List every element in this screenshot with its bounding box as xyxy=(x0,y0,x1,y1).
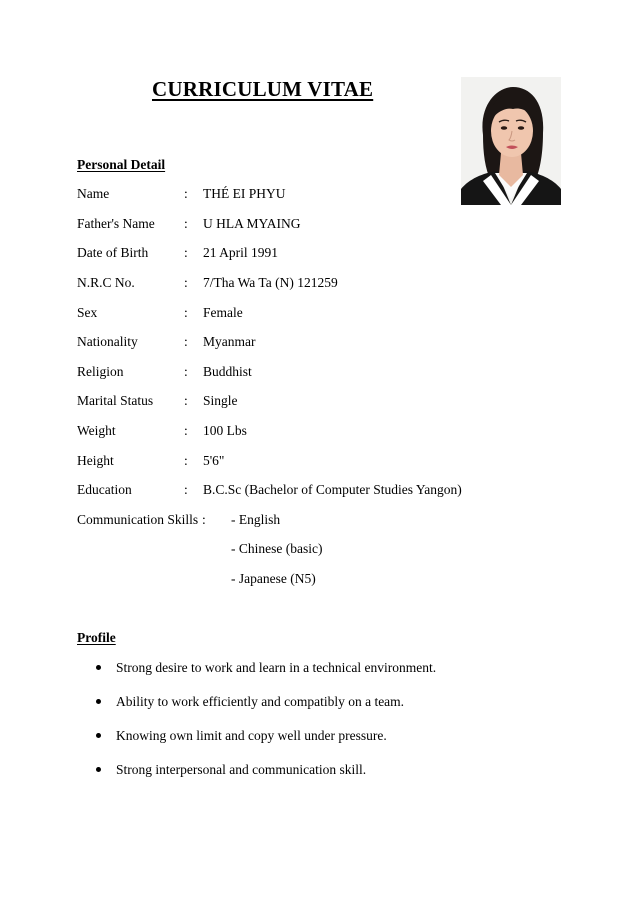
communication-skills-label: Communication Skills xyxy=(77,512,199,527)
nationality-label: Nationality xyxy=(77,334,138,349)
sex-row xyxy=(77,305,557,323)
profile-item-text: Strong interpersonal and communication skill. xyxy=(116,762,367,777)
profile-item-text: Strong desire to work and learn in a technical environment. xyxy=(116,660,437,675)
field-separator: : xyxy=(184,186,188,201)
field-separator: : xyxy=(184,423,188,438)
language-item: - Chinese (basic) xyxy=(231,541,323,556)
sex-label: Sex xyxy=(77,305,98,320)
fathers-name-value: U HLA MYAING xyxy=(203,216,301,231)
name-row xyxy=(77,186,557,204)
religion-value: Buddhist xyxy=(203,364,252,379)
religion-row xyxy=(77,364,557,382)
religion-label: Religion xyxy=(77,364,124,379)
fathers-name-label: Father's Name xyxy=(77,216,155,231)
field-separator: : xyxy=(184,482,188,497)
name-label: Name xyxy=(77,186,110,201)
profile-item-text: Knowing own limit and copy well under pressure. xyxy=(116,728,387,743)
field-separator: : xyxy=(184,245,188,260)
personal-detail-heading: Personal Detail xyxy=(77,157,166,172)
height-row xyxy=(77,453,557,471)
bullet-icon xyxy=(96,733,101,738)
field-separator: : xyxy=(184,453,188,468)
field-separator: : xyxy=(184,364,188,379)
education-row xyxy=(77,482,557,500)
weight-label: Weight xyxy=(77,423,116,438)
field-separator: : xyxy=(202,512,206,527)
education-value: B.C.Sc (Bachelor of Computer Studies Yangon) xyxy=(203,482,462,497)
nationality-row xyxy=(77,334,557,352)
language-item: - English xyxy=(231,512,281,527)
nrc-label: N.R.C No. xyxy=(77,275,135,290)
field-separator: : xyxy=(184,393,188,408)
date-of-birth-label: Date of Birth xyxy=(77,245,149,260)
nationality-value: Myanmar xyxy=(203,334,256,349)
name-value: THÉ EI PHYU xyxy=(203,186,286,201)
nrc-row xyxy=(77,275,557,293)
height-label: Height xyxy=(77,453,114,468)
weight-value: 100 Lbs xyxy=(203,423,247,438)
bullet-icon xyxy=(96,699,101,704)
communication-skills-row xyxy=(77,512,557,530)
height-value: 5'6" xyxy=(203,453,225,468)
date-of-birth-row xyxy=(77,245,557,263)
field-separator: : xyxy=(184,275,188,290)
marital-status-label: Marital Status xyxy=(77,393,154,408)
profile-item-text: Ability to work efficiently and compatibly on a team. xyxy=(116,694,405,709)
marital-status-value: Single xyxy=(203,393,238,408)
fathers-name-row xyxy=(77,216,557,234)
date-of-birth-value: 21 April 1991 xyxy=(203,245,279,260)
education-label: Education xyxy=(77,482,132,497)
bullet-icon xyxy=(96,767,101,772)
sex-value: Female xyxy=(203,305,243,320)
profile-heading: Profile xyxy=(77,630,116,645)
bullet-icon xyxy=(96,665,101,670)
marital-status-row xyxy=(77,393,557,411)
field-separator: : xyxy=(184,334,188,349)
field-separator: : xyxy=(184,216,188,231)
weight-row xyxy=(77,423,557,441)
nrc-value: 7/Tha Wa Ta (N) 121259 xyxy=(203,275,338,290)
language-item: - Japanese (N5) xyxy=(231,571,316,586)
field-separator: : xyxy=(184,305,188,320)
page-title: CURRICULUM VITAE xyxy=(152,77,374,101)
